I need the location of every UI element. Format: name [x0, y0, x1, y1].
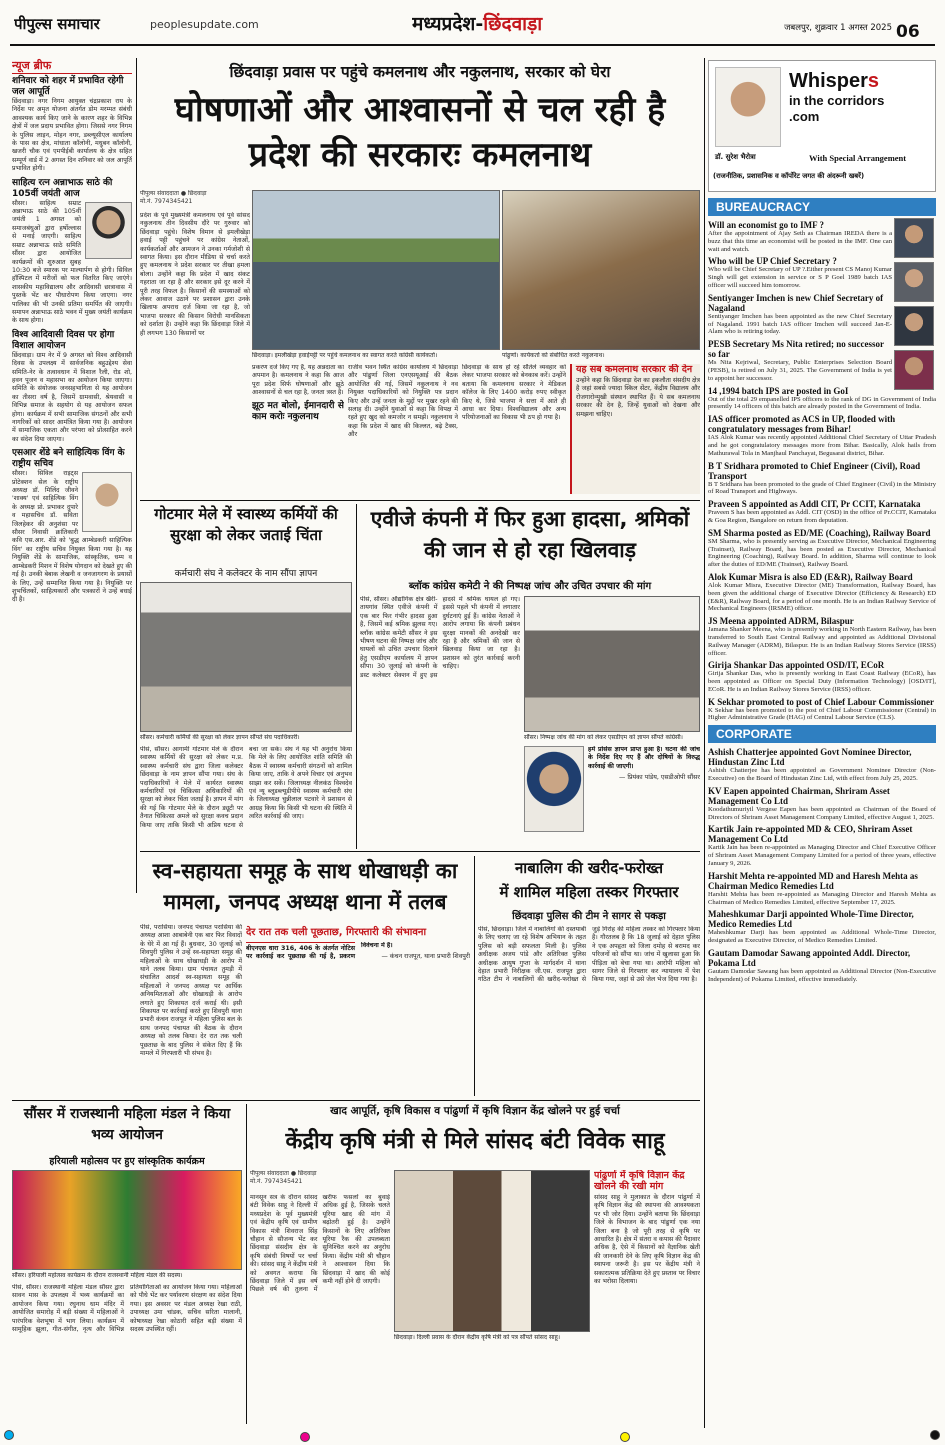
brief-body: छिंदवाड़ा। नगर निगम आयुक्त चंद्रप्रकाश राय के निर्देश पर अमृत योजना अंतर्गत डोम मरम्मत संबंधी आवश्यक कार्य किए जाने के कारण शहर के विभिन्न क्षेत्रों में जल प्रदाय प्रभावित होगा। जिससे नगर निगम के पुलिस लाइन, मोहन नगर, डब्ल्यूसीएल कार्यालय के पास का क्षेत्र, मांधाता कॉलोनी, मधुबन कॉलोनी, खजरी चौक एवं एमपीईबी कार्यालय के क्षेत्र सहित सम्पूर्ण वार्ड में 2 अगस्त दिन शनिवार को जल आपूर्ति प्रभावित होगी।	[12, 98, 132, 173]
story-paragraph: प्रकरण दर्ज किए गए हैं, यह अन्नदाता का अपमान है। कमलनाथ ने कहा कि आज पूरा प्रदेश सिर्फ घोषणाओं और झूठे आश्वासनों से चल रहा है, जनता त्रस्त है।	[252, 364, 344, 397]
item-headline: Ashish Chatterjee appointed Govt Nominee Director, Hindustan Zinc Ltd	[708, 747, 912, 768]
officer-thumbnail	[894, 350, 934, 390]
item-headline: KV Eapen appointed Chairman, Shriram Asset Management Co Ltd	[708, 785, 890, 806]
website-link[interactable]: peoplesupdate.com	[150, 18, 259, 31]
whispers-logo	[789, 69, 931, 147]
avj-quote: हमें प्रोसेस ज्ञापन प्राप्त हुआ है। घटना की जांच के निर्देश दिए गए हैं और दोषियों के विरुद्ध कार्रवाई की जाएगी।	[588, 746, 700, 770]
registration-mark	[4, 1430, 14, 1440]
item-body: B T Sridhara has been promoted to the grade of Chief Engineer (Civil) in the Ministry of Road Transport and Highways.	[708, 480, 936, 496]
registration-mark	[300, 1432, 310, 1442]
avj-headline: एवीजे कंपनी में फिर हुआ हादसा, श्रमिकों की जान से हो रहा खिलवाड़	[370, 507, 690, 562]
item-body: Harshit Mehta has been re-appointed as Managing Director and Haresh Mehta as Chairman of Medico Remedies Limited, effective September 17, 2025.	[708, 890, 936, 906]
brief-item	[12, 330, 132, 444]
item-headline: Who will be UP Chief Secretary ?	[708, 256, 837, 267]
bureaucracy-item	[708, 572, 936, 613]
gotmar-memorandum-photo	[140, 582, 352, 732]
story-paragraph: छिंदवाड़ा के साथ हो रहे सौतेले व्यवहार को लेकर भाजपा सरकार को बेनकाब करें। उन्होंने बताया कि कमलनाथ सरकार ने मेडिकल कॉलेज के लिए 1400 करोड़ रुपए स्वीकृत किए थे, जिसे भाजपा ने सत्ता में आते ही आधा कर दिया। विश्वविद्यालय और अन्य परियोजनाओं का विकास भी ठप हो गया है।	[462, 364, 566, 422]
column-divider	[136, 58, 137, 893]
kamalnath-body-col3	[348, 364, 458, 494]
brief-item	[12, 178, 132, 326]
item-headline: Gautam Damodar Sawang appointed Addl. Director, Pokama Ltd	[708, 948, 911, 969]
brief-body: सौसर। साहित्य सम्राट अन्नाभाऊ साठे की 105वीं जयंती 1 अगस्त को समाजबंधुओं द्वारा हर्षोल्लास से मनाई जाएगी। साहित्य सम्राट अन्नाभाऊ साठे समिति सौंसर द्वारा आयोजित कार्यक्रमों की शुरुआत सुबह 10:30 बजे स्मारक पर माल्यार्पण से होगी। सिविल हॉस्पिटल में मरीजों को फल वितरित किए जाएंगे। शासकीय महाविद्यालय और आदिवासी छात्रावास में पुस्तकें भेंट कर पौधारोपण किया जाएगा। नगर पालिका की भी उनकी प्रतिमा समर्पित की जाएगी। समापन अन्नाभाऊ साठे भवन में मुख्य जयंती कार्यक्रम के साथ होगा।	[12, 199, 132, 325]
bureaucracy-banner: BUREAUCRACY	[708, 198, 936, 216]
brief-headline: एसआर शेंडे बने साहित्यिक विंग के राष्ट्रीय सचिव	[12, 448, 125, 470]
item-body: Jamana Shanker Meena, who is presently working in North Eastern Railway, has been transferred to South East Central Railway and appointed as Additional Divisional Railway Manager (ADRM), Bilaspur. He is an Indian Railway Stores Service (IRSS) officer.	[708, 626, 936, 657]
section-divider	[140, 851, 700, 852]
avj-quote-author: — प्रियंका पांडेय, एसडीओपी सौंसर	[619, 774, 700, 782]
registration-mark	[620, 1432, 630, 1442]
section-title: मध्यप्रदेश-छिंदवाड़ा	[412, 13, 543, 35]
item-body: Who will be Chief Secretary of UP ?.Either present CS Manoj Kumar Singh will get extension in service or S P Goel 1989 batch IAS officer will succeed him tomorrow.	[708, 266, 892, 289]
item-body: SM Sharma, who is presently serving as Executive Director, Mechanical Engineering (Trainset), Railway Board, has been posted as Executive Director, Mechanical Engineering (Coaching), Railway Board. In addition, Sharma will continue to look after the duties of ED/ME (Trainset), Railway Board.	[708, 537, 936, 569]
kamalnath-caption-left: छिंदवाड़ा। इमलीखेड़ा हवाईपट्टी पर पहुंचे कमलनाथ का स्वागत करते कांग्रेसी कार्यकर्ता।	[252, 352, 438, 359]
item-body: Kartik Jain has been re-appointed as Managing Director and Chief Executive Officer of Shriram Asset Management Company Limited for a period of three years, effective January 9, 2026.	[708, 844, 936, 868]
story-paragraph: प्रदेश के पूर्व मुख्यमंत्री कमलनाथ एवं पूर्व सांसद नकुलनाथ तीन दिवसीय दौरे पर गुरुवार को छिंदवाड़ा पहुंचे। विशेष विमान से इमलीखेड़ा हवाई पट्टी पहुंचने पर कांग्रेस नेताओं, कार्यकर्ताओं और आमजन ने उनका गर्मजोशी से स्वागत किया। इस दौरान मीडिया से चर्चा करते हुए कमलनाथ ने प्रदेश सरकार पर तीखा हमला बोला। उन्होंने कहा कि प्रदेश में खाद संकट गहराता जा रहा है और सरकार इसे दूर करने में पूरी तरह विफल है। किसानों की समस्याओं को लेकर आवाज उठाने पर प्रशासन द्वारा उनके खिलाफ अपराध दर्ज किया जा रहा है, जो भाजपा सरकार की किसान विरोधी मानसिकता को दर्शाता है। उन्होंने कहा कि छिंदवाड़ा जिले में ही लगभग 130 किसानों पर	[140, 212, 250, 337]
item-body: Ms Nita Kejriwal, Secretary, Public Enterprises Selection Board (PESB), is retired on July 31, 2025. The Government of India is yet to appoint her successor.	[708, 359, 892, 382]
item-body: Sentiyanger Imchen has been appointed as the new Chief Secretary of Nagaland. 1991 batch IAS officer Imchen will succeed Jan-E-Alam who is retiring today.	[708, 312, 892, 336]
brief-portrait	[82, 472, 132, 532]
whispers-tagline: (राजनीतिक, प्रशासनिक व कॉर्पोरेट जगत की अंदरूनी खबरें)	[713, 172, 865, 180]
item-headline: Harshit Mehta re-appointed MD and Haresh Mehta as Chairman Medico Remedies Ltd	[708, 870, 918, 891]
avj-caption: सौंसर। निष्पक्ष जांच की मांग को लेकर एसडीएम को ज्ञापन सौंपते कांग्रेसी।	[524, 734, 683, 741]
item-body: Gautam Damodar Sawang has been appointed as Additional Director (Non-Executive Independent) of Pokama Limited, effective immediately.	[708, 968, 936, 983]
section-prefix: मध्यप्रदेश	[412, 13, 476, 35]
corporate-item	[708, 786, 936, 822]
columnist-name: डॉ. सुरेश भैरोत्रा	[715, 153, 756, 161]
item-headline: B T Sridhara promoted to Chief Engineer (Civil), Road Transport	[708, 460, 921, 481]
minor-headline-2: में शामिल महिला तस्कर गिरफ्तार	[499, 883, 679, 901]
section-city: छिंदवाड़ा	[483, 13, 543, 35]
item-headline: Sentiyanger Imchen is new Chief Secretary of Nagaland	[708, 292, 884, 313]
bunty-sidebar	[594, 1170, 700, 1424]
bunty-byline-box	[250, 1170, 360, 1190]
minor-body: पीसं, छिंदवाड़ा। जिले में नाबालिगों की दस्तयाबी के लिए चलाए जा रहे विशेष अभियान के तहत पुलिस को बड़ी सफलता मिली है। पुलिस अधीक्षक अजय पांडे और अतिरिक्त पुलिस अधीक्षक आयुष गुप्ता के मार्गदर्शन में थाना देहात प्रभारी निरीक्षक जी.एस. राजपूत द्वारा गठित टीम ने नाबालिगों की खरीद-फरोख्त से जुड़े गिरोह की महिला तस्कर को गिरफ्तार किया है। गौरतलब है कि 18 जुलाई को देहात पुलिस ने एक अपहृता को जिला दमोह से बरामद कर परिजनों को सौंपा था। जांच में खुलासा हुआ कि पीड़िता को बेचा गया था। आरोपी महिला को सागर जिले से गिरफ्तार कर न्यायालय में पेश किया गया, जहां से उसे जेल भेज दिया गया है।	[478, 926, 700, 984]
item-headline: Praveen S appointed as Addl CIT, Pr CCIT, Karnataka	[708, 499, 921, 510]
brief-headline: विश्व आदिवासी दिवस पर होगा विशाल आयोजन	[12, 329, 115, 351]
whispers-domain: .com	[789, 109, 820, 124]
whispers-subtitle: in the corridors	[789, 93, 885, 108]
corporate-item	[708, 948, 936, 984]
item-body: Girija Shankar Das, who is presently working in East Coast Railway (ECoR), has been appointed as Officer on Special Duty (Information Technology) [OSD/IT], ECoR. He is an Indian Railway Stores Service (IRSS) officer.	[708, 670, 936, 693]
newspaper-logo: पीपुल्स समाचार	[14, 15, 100, 33]
avj-quote-portrait	[524, 746, 584, 832]
shg-body: पीसं, परासिया। जनपद पंचायत परासिया की अध्यक्ष आशा आबाबेनी एक बार फिर विवादों के घेरे में आ गई हैं। बुधवार, 30 जुलाई को शिवपुरी पुलिस ने उन्हें स्व-सहायता समूह की महिलाओं के साथ धोखाधड़ी के आरोप में थाने तलब किया। ग्राम पंचायत तुमड़ी में संचालित आदर्श स्व-सहायता समूह की महिलाओं ने जनपद अध्यक्ष पर आर्थिक अनियमितताओं और धोखाधड़ी के आरोप लगाते हुए शिकायत दर्ज कराई थी। इसी शिकायत पर कार्रवाई करते हुए शिवपुरी थाना प्रभारी कंचन राजपूत ने महिला पुलिस बल के साथ जनपद पंचायत की बैठक के दौरान अध्यक्ष को तलब किया। देर रात तक चली पूछताछ के बाद पुलिस ने संकेत दिए हैं कि मामले में गिरफ्तारी भी संभव है।	[140, 924, 242, 1058]
bunty-side-body: सांसद साहू ने मुलाकात के दौरान पांढुर्णा में कृषि विज्ञान केंद्र की स्थापना की आवश्यकता पर भी जोर दिया। उन्होंने बताया कि छिंदवाड़ा जिले के विभाजन के बाद पांढुर्णा एक नया जिला बना है जो पूरी तरह से कृषि पर आधारित है। क्षेत्र में संतरा व कपास की पैदावार अधिक है, ऐसे में किसानों को वैज्ञानिक खेती की जानकारी देने के लिए कृषि विज्ञान केंद्र की स्थापना जरूरी है। इस पर केंद्रीय मंत्री ने सकारात्मक प्रतिक्रिया देते हुए प्रस्ताव पर विचार का भरोसा दिलाया।	[594, 1194, 700, 1286]
column-divider	[356, 504, 357, 849]
bunty-body: मानसून सत्र के दौरान सांसद बंटी विवेक साहू ने दिल्ली में मध्यप्रदेश के पूर्व मुख्यमंत्री एवं केंद्रीय कृषि एवं ग्रामीण विकास मंत्री शिवराज सिंह चौहान से सौजन्य भेंट कर छिंदवाड़ा संसदीय क्षेत्र के कृषि संबंधी विषयों पर चर्चा की। सांसद साहू ने केंद्रीय मंत्री को अवगत कराया कि छिंदवाड़ा जिले में इस वर्ष पिछले वर्ष की तुलना में खरीफ फसलों का बुवाई अधिक हुई है, जिसके चलते यूरिया खाद की मांग में बढ़ोतरी हुई है। उन्होंने किसानों के लिए अतिरिक्त यूरिया रैक की उपलब्धता सुनिश्चित करने का अनुरोध किया। केंद्रीय मंत्री श्री चौहान ने आश्वासन दिया कि छिंदवाड़ा में खाद की कोई कमी नहीं होने दी जाएगी।	[250, 1194, 390, 1294]
masthead-rule	[10, 44, 935, 46]
minor-subhead: छिंदवाड़ा पुलिस की टीम ने सागर से पकड़ा	[512, 911, 666, 922]
brief-body: सौसर। सिविल राइट्स प्रोटेक्शन सेल के राष्ट्रीय अध्यक्ष डॉ. मिलिंद जीवने 'शाक्य' एवं साहित्यिक विंग के अध्यक्ष प्रो. प्रभाकर दुपारे व महासचिव डॉ. सविता जिलहेकर की अनुशंसा पर सौसर निवासी क्रांतिकारी कवि एस.आर. शेंडे को 'बुद्ध आम्बेडकरी साहित्यिक विंग' का राष्ट्रीय सचिव नियुक्त किया गया है। यह नियुक्ति शेंडे के सामाजिक, सांस्कृतिक, धम्म व आम्बेडकरी मिशन में विशेष योगदान को देखते हुए की गई है। उनकी बेबाक लेखनी व जनजागरण के प्रयासों के लिए, उन्हें सम्मानित किया गया है। नियुक्ति पर शुभचिंतकों, साहित्यकारों और पत्रकारों ने उन्हें बधाई दी है।	[12, 470, 132, 604]
item-body: Koodathumuriyil Vergese Eapen has been appointed as Chairman of the Board of Directors of Shriram Asset Management Company Limited, effective August 1, 2025.	[708, 805, 936, 821]
kamalnath-body-col2	[252, 364, 344, 494]
item-body: After the appointment of Ajay Seth as Chairman IREDA there is a buzz that this time an economist will be posted in the IMF. One can wait and watch.	[708, 230, 892, 253]
special-arrangement: With Special Arrangement	[809, 153, 907, 163]
item-headline: Maheshkumar Darji appointed Whole-Time Director, Medico Remedies Ltd	[708, 909, 914, 930]
corporate-item	[708, 747, 936, 783]
whispers-header	[708, 60, 936, 192]
section-divider	[12, 1100, 700, 1101]
item-headline: JS Meena appointed ADRM, Bilaspur	[708, 616, 854, 627]
item-body: K Sekhar has been promoted to the post of Chief Labour Commissioner (Central) in Higher Administrative Grade (HAG) of Central Labour Service (CLS).	[708, 706, 936, 722]
bunty-byline: पीपुल्स संवाददाता ● छिंदवाड़ा	[250, 1170, 317, 1177]
kamalnath-sidebar-box	[570, 364, 700, 494]
whispers-title: Whisper	[789, 70, 868, 92]
right-column-divider	[704, 58, 705, 1428]
item-body: Maheshkumar Darji has been appointed as Additional Whole-Time Director, designated as Executive Director, of Medico Remedies Limited.	[708, 929, 936, 945]
brief-headline: साहित्य रत्न अन्नाभाऊ साठे की 105वीं जयंती आज	[12, 177, 113, 199]
kamalnath-welcome-photo	[252, 190, 500, 350]
story-paragraph: राजीव भवन स्थित कांग्रेस कार्यालय में छिंदवाड़ा और पांढुर्णा जिला एनएसयूआई की बैठक आयोजित की गई, जिसमें नकुलनाथ ने नव नियुक्त पदाधिकारियों को नियुक्ति पत्र प्रदान किए और उन्हें जनता के मुद्दों पर मुखर रहने की सलाह दी। उन्होंने युवाओं से कहा कि विपक्ष में रहते हुए खुद को कमजोर न समझें। नकुलनाथ ने कहा कि प्रदेश में खाद की किल्लत, बढ़े टैक्स, और	[348, 364, 458, 439]
shg-body-continued	[246, 942, 470, 1096]
item-headline: Kartik Jain re-appointed MD & CEO, Shriram Asset Management Co Ltd	[708, 824, 913, 845]
officer-thumbnail	[894, 306, 934, 346]
sidebar-headline: यह सब कमलनाथ सरकार की देन	[576, 364, 693, 375]
shg-note-author: — कंचन राजपूत, थाना प्रभारी शिवपुरी	[381, 953, 470, 961]
kamalnath-byline: पीपुल्स संवाददाता ● छिंदवाड़ा	[140, 190, 207, 197]
kamalnath-body-col4	[462, 364, 566, 494]
mahila-group-photo	[12, 1170, 242, 1270]
item-body: Praveen S has been appointed as Addl. CIT (OSD) in the office of Pr.CCIT, Karnataka & Goa Region, Bangalore on return from deputation.	[708, 509, 936, 524]
brief-body: छिंदवाड़ा। ग्राम नेर में 9 अगस्त को विश्व आदिवासी दिवस के उपलक्ष्य में सार्वजनिक बहुउद्देश्य सेवा समिति-नेर के तत्वावधान में विशाल रैली, रोड शो, हवन पूजन व महासभा का आयोजन किया जाएगा। समिति के संयोजक जनसहभागिता से यह आयोजन का तीसरा वर्ष है, जिसमें ग्रामवासी, श्रेयवासी व विभिन्न समाज के सहयोग से यह आयोजन सफल होगा। कार्यक्रम में सभी सामाजिक संगठनों और सभी नागरिकों को सादर आमंत्रित किया गया है। आयोजन में सामाजिक एकता और परंपरा को प्रोत्साहित करने का संदेश दिया जाएगा।	[12, 351, 132, 443]
news-brief-label: न्यूज ब्रीफ	[12, 58, 132, 74]
item-body: Alok Kumar Misra, Executive Director (ME) Transformation, Railway Board, has been given the additional charge of Executive Director (Efficiency & Research) ED (E&R), Railway Board, for a period of one month. He is an Indian Railway Service of Mechanical Engineers (IRSME) officer.	[708, 581, 936, 613]
kamalnath-kicker: छिंदवाड़ा प्रवास पर पहुंचे कमलनाथ और नकुलनाथ, सरकार को घेरा	[229, 63, 611, 81]
nakulnath-address-photo	[502, 190, 700, 350]
avj-memorandum-photo	[524, 596, 700, 732]
shg-subhead: देर रात तक चली पूछताछ, गिरफ्तारी की संभावना	[246, 927, 427, 938]
bunty-kicker: खाद आपूर्ति, कृषि विकास व पांढुर्णा में कृषि विज्ञान केंद्र खोलने पर हुई चर्चा	[330, 1105, 620, 1117]
kamalnath-caption-right: पांढुर्णा। कार्यकर्ता को संबोधित करते नकुलनाथ।	[502, 352, 605, 359]
brief-item	[12, 76, 132, 174]
kamalnath-body-intro	[140, 212, 250, 542]
gotmar-headline: गोटमार मेले में स्वास्थ्य कर्मियों की सुरक्षा को लेकर जताई चिंता	[154, 505, 338, 544]
brief-portrait	[85, 202, 132, 259]
item-headline: Will an economist go to IMF ?	[708, 220, 824, 230]
shg-headline: स्व-सहायता समूह के साथ धोखाधड़ी का मामला, जनपद अध्यक्ष थाना में तलब	[152, 859, 458, 914]
bunty-headline: केंद्रीय कृषि मंत्री से मिले सांसद बंटी विवेक साहू	[285, 1129, 665, 1154]
corporate-item	[708, 824, 936, 867]
bureaucracy-item	[708, 660, 936, 693]
kamalnath-headline: घोषणाओं और आश्वासनों से चल रही है प्रदेश की सरकारः कमलनाथ	[174, 90, 666, 175]
bunty-side-headline: पांढुर्णा में कृषि विज्ञान केंद्र खोलने की रखी मांग	[594, 1170, 685, 1192]
shg-note: बीएनएस धारा 316, 406 के अंतर्गत नोटिस पर कार्रवाई कर पूछताछ की गई है, प्रकरण विवेचना में है।	[246, 942, 470, 963]
gotmar-subhead: कर्मचारी संघ ने कलेक्टर के नाम सौंपा ज्ञापन	[174, 569, 318, 579]
item-headline: 14 ,1994 batch IPS are posted in GoI	[708, 385, 849, 396]
item-body: Out of the total 29 empanelled IPS officers to the rank of DG in Government of India presently 14 officers of this batch are already posted in the Government of India.	[708, 395, 936, 411]
brief-item	[12, 448, 132, 605]
section-divider	[140, 500, 700, 501]
mahila-caption: सौंसर। हरियाली महोत्सव कार्यक्रम के दौरान राजस्थानी महिला मंडल की सदस्य।	[12, 1272, 183, 1279]
bureaucracy-item	[708, 528, 936, 569]
item-body: Ashish Chatterjee has been appointed as Government Nominee Director (Non-Executive) on the Board of Hindustan Zinc Ltd, with effect from July 25, 2025.	[708, 767, 936, 783]
brief-headline: शनिवार को शहर में प्रभावित रहेगी जल आपूर्ति	[12, 76, 124, 97]
nakulnath-subhead: झूठ मत बोलो, ईमानदारी से काम करोः नकुलनाथ	[252, 400, 344, 422]
bureaucracy-item	[708, 499, 936, 525]
mahila-body: पीसं, सौंसर। राजस्थानी महिला मंडल सौंसर द्वारा सावन मास के उपलक्ष्य में भव्य कार्यक्रमों का आयोजन किया गया। रघुनाथ धाम मंदिर में आयोजित समारोह में बड़ी संख्या में महिलाओं ने पारंपरिक वेशभूषा में भाग लिया। कार्यक्रम में सामूहिक झूला, गीत-संगीत, नृत्य और विभिन्न प्रतियोगिताओं का आयोजन किया गया। महिलाओं को पौधे भेंट कर पर्यावरण संरक्षण का संदेश दिया गया। इस अवसर पर मंडल अध्यक्ष रेखा राठी, उपाध्यक्ष उमा चांडक, सचिव सरिता मालानी, कोषाध्यक्ष रेखा कोठारी सहित बड़ी संख्या में सदस्य उपस्थित रहीं।	[12, 1284, 242, 1334]
gotmar-body: पीसं, सौंसर। आगामी गोटमार मेले के दौरान स्वास्थ्य कर्मियों की सुरक्षा को लेकर म.प्र. स्वास्थ्य कर्मचारी संघ द्वारा जिला कलेक्टर छिंदवाड़ा के नाम ज्ञापन सौंपा गया। संघ के पदाधिकारियों ने मेले में कार्यरत स्वास्थ्य कर्मचारियों एवं चिकित्सा अधिकारियों की सुरक्षा को लेकर चिंता जताई है। ज्ञापन में मांग की गई कि गोटमार मेले के दौरान ड्यूटी पर तैनात चिकित्सा अमले को सुरक्षा कवच प्रदान किया जाए ताकि किसी भी अप्रिय घटना से बचा जा सके। संघ ने यह भी अनुरोध किया कि मेले के लिए आयोजित शांति समिति की बैठक में स्वास्थ्य कर्मचारी संगठनों को शामिल किया जाए, ताकि वे अपने विचार एवं अनुभव साझा कर सकें। जिलाध्यक्ष नीलकंठ विश्वदेव एवं न्यू ब्लूडब्ल्यूडीपीये स्वास्थ्य कर्मचारी संघ के जिलाध्यक्ष चुन्नीलाल पटवारे ने प्रशासन से आग्रह किया कि किसी भी घटना की स्थिति में त्वरित कार्रवाई की जाए।	[140, 746, 352, 829]
whispers-title-s: s	[867, 70, 880, 92]
masthead	[0, 0, 945, 46]
item-headline: Girija Shankar Das appointed OSD/IT, ECoR	[708, 660, 885, 671]
item-body: IAS Alok Kumar was recently appointed Additional Chief Secretary of Uttar Pradesh and he got congratulatory messages more from Bihar. Basically, Alok hails from Mathurawal Tola in Manjhaul Panchayat, Begusarai district, Bihar.	[708, 434, 936, 457]
kamalnath-byline-box	[140, 190, 250, 210]
bureaucracy-item	[708, 697, 936, 723]
gotmar-caption: सौंसर। कर्मचारी कर्मियों की सुरक्षा को लेकर ज्ञापन सौंपते संघ पदाधिकारी।	[140, 734, 300, 741]
mahila-headline: सौंसर में राजस्थानी महिला मंडल ने किया भव्य आयोजन	[23, 1106, 231, 1143]
page-number: 06	[896, 22, 920, 42]
corporate-item	[708, 909, 936, 945]
item-headline: PESB Secretary Ms Nita retired; no successor so far	[708, 339, 884, 360]
avj-body: पीसं, सौंसर। औद्योगिक क्षेत्र खैरी-तायगांव स्थित एवीजे कंपनी में एक बार फिर गंभीर हादसा हुआ है, जिसमें कई श्रमिक झुलस गए। ब्लॉक कांग्रेस कमेटी सौंसर ने इस भीषण घटना की निष्पक्ष जांच और घायलों को उचित उपचार दिलाने हेतु एसडीएम कार्यालय में ज्ञापन सौंपा। 30 जुलाई को कंपनी के डस्ट कलेक्टर सेक्शन में हुए इस हादसे में श्रमिक घायल हो गए। इससे पहले भी कंपनी में लगातार दुर्घटनाएं हुई हैं। कांग्रेस नेताओं ने आरोप लगाया कि कंपनी प्रबंधन सुरक्षा मानकों की अनदेखी कर रहा है और श्रमिकों की जान से खिलवाड़ किया जा रहा है। प्रशासन को तुरंत कार्रवाई करनी चाहिए।	[360, 596, 520, 679]
news-brief-column	[12, 58, 132, 893]
column-divider	[246, 1104, 247, 1424]
mahila-subhead: हरियाली महोत्सव पर हुए सांस्कृतिक कार्यक्रम	[49, 1156, 205, 1167]
avj-subhead: ब्लॉक कांग्रेस कमेटी ने की निष्पक्ष जांच और उचित उपचार की मांग	[408, 581, 652, 592]
bureaucracy-item	[708, 461, 936, 497]
item-headline: IAS officer promoted as ACS in UP, flooded with congratulatory messages from Bihar!	[708, 414, 896, 435]
avj-quote-box	[588, 746, 700, 846]
item-headline: Alok Kumar Misra is also ED (E&R), Railway Board	[708, 571, 913, 582]
dateline: जबलपुर, शुक्रवार 1 अगस्त 2025	[784, 23, 892, 33]
minor-headline-1: नाबालिग की खरीद-फरोख्त	[514, 859, 663, 877]
columnist-portrait	[715, 67, 781, 147]
bunty-caption: छिंदवाड़ा। दिल्ली प्रवास के दौरान केंद्रीय कृषि मंत्री को पत्र सौंपते सांसद साहू।	[394, 1334, 561, 1341]
registration-mark	[930, 1430, 940, 1440]
sidebar-body: उन्होंने कहा कि छिंदवाड़ा देश का इकलौता संसदीय क्षेत्र है जहां सबसे ज्यादा स्किल सेंटर, केंद्रीय विद्यालय और रोजगारोन्मुखी संस्थान स्थापित हैं। ये सब कमलनाथ सरकार की देन है, जिन्हें युवाओं को देखना और समझना चाहिए।	[576, 377, 700, 418]
item-headline: SM Sharma posted as ED/ME (Coaching), Railway Board	[708, 527, 931, 538]
officer-thumbnail	[894, 218, 934, 258]
bunty-meeting-photo	[394, 1170, 590, 1332]
corporate-item	[708, 871, 936, 907]
bureaucracy-item	[708, 616, 936, 657]
bunty-phone: मो.नं. 7974345421	[250, 1178, 303, 1185]
corporate-banner: CORPORATE	[708, 725, 936, 743]
kamalnath-phone: मो.नं. 7974345421	[140, 198, 193, 205]
bureaucracy-item	[708, 414, 936, 457]
column-divider	[474, 856, 475, 1096]
officer-thumbnail	[894, 262, 934, 302]
item-headline: K Sekhar promoted to post of Chief Labour Commissioner	[708, 696, 935, 707]
